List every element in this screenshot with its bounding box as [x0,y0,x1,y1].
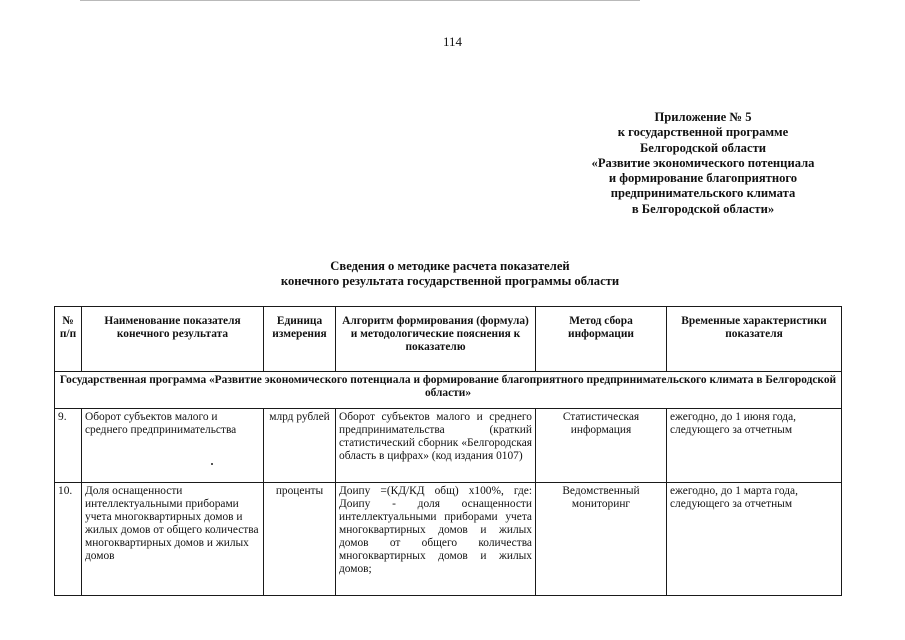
scan-speck [211,463,213,465]
appendix-line: «Развитие экономического потенциала [591,155,815,170]
source-cell: Статистическая информация [536,409,667,483]
program-title-cell: Государственная программа «Развитие экономического потенциала и формирование благоприятного предпринимательского климата в Белгородской области» [55,372,842,409]
document-title [200,259,700,290]
header-algorithm: Алгоритм формирования (формула) и методологические пояснения к показателю [336,307,536,372]
algorithm-cell: Оборот субъектов малого и среднего предпринимательства (краткий статистический сборник «Белгородская область в цифрах» (код издания 0107) [336,409,536,483]
table-row [55,409,842,483]
scan-edge-line [80,0,640,1]
table-header-row [55,307,842,372]
appendix-line: Приложение № 5 [654,110,752,124]
program-row [55,372,842,409]
indicator-name: Доля оснащенности интеллектуальными приборами учета многоквартирных домов и жилых домов от общего количества многоквартирных домов и жилых домов [82,483,264,596]
appendix-line: в Белгородской области» [631,201,775,216]
appendix-line: к государственной программе [617,125,789,140]
header-source: Метод сбора информации [536,307,667,372]
algorithm-cell: Доипу =(КД/КД общ) х100%, где: Доипу - доля оснащенности интеллектуальными приборами учета многоквартирных домов и жилых домов от общего количества многоквартирных домов и жилых домов; [336,483,536,596]
header-name: Наименование показателя конечного результата [82,307,264,372]
row-number: 9. [55,409,82,483]
source-cell: Ведомственный мониторинг [536,483,667,596]
header-period: Временные характеристики показателя [667,307,842,372]
header-unit: Единица измерения [264,307,336,372]
title-line: Сведения о методике расчета показателей [330,259,570,273]
table-row [55,483,842,596]
appendix-line: предпринимательского климата [610,186,796,201]
indicators-table [54,306,842,596]
page-number: 114 [442,34,463,49]
title-line: конечного результата государственной программы области [280,274,620,289]
header-num: № п/п [55,307,82,372]
appendix-block [548,110,858,217]
indicator-name: Оборот субъектов малого и среднего предпринимательства [82,409,264,483]
period-cell: ежегодно, до 1 июня года, следующего за отчетным [667,409,842,483]
row-number: 10. [55,483,82,596]
unit-cell: проценты [264,483,336,596]
unit-cell: млрд рублей [264,409,336,483]
appendix-line: и формирование благоприятного [608,171,798,186]
period-cell: ежегодно, до 1 марта года, следующего за отчетным [667,483,842,596]
appendix-line: Белгородской области [639,140,767,155]
